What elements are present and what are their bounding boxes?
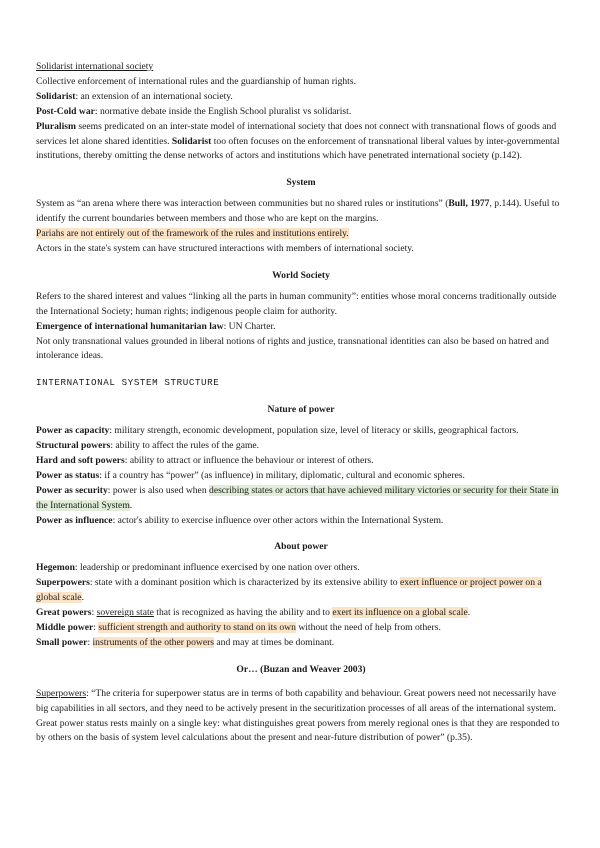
definition: : (87, 636, 93, 648)
definition: : actor's ability to exercise influence over other actors within the International System. (112, 514, 444, 526)
superpowers-quote (36, 687, 566, 747)
actors-line: Actors in the state's system can have structured interactions with members of international society. (36, 242, 414, 254)
heading-about-power: About power (274, 541, 328, 553)
structure-title: INTERNATIONAL SYSTEM STRUCTURE (36, 377, 220, 389)
heading-world-society: World Society (272, 269, 330, 281)
term: Structural powers (36, 440, 111, 452)
small-power (36, 636, 566, 651)
definition: : (91, 607, 97, 619)
term: Power as security (36, 484, 108, 496)
term: Emergence of international humanitarian law (36, 320, 224, 332)
term-underlined: Superpowers (36, 687, 87, 699)
middle-power (36, 621, 566, 636)
definition: : leadership or predominant influence exercised by one nation over others. (74, 562, 360, 574)
power-status (36, 469, 566, 484)
definition: : military strength, economic development, population size, level of literacy or skills, geographical factors. (109, 425, 519, 437)
term: Superpowers (36, 577, 90, 589)
highlight-orange: Pariahs are not entirely out of the framework of the rules and institutions entirely. (36, 228, 349, 240)
power-capacity (36, 424, 566, 439)
transnational-values-paragraph: Not only transnational values grounded in liberal notions of rights and justice, transnational identities can also be based on hatred and intolerance ideas. (36, 335, 549, 362)
humanitarian-law-line (36, 320, 566, 335)
definition: and may at times be dominant. (214, 636, 335, 648)
definition: : power is also used when (107, 484, 210, 496)
underlined-text: sovereign state (96, 607, 154, 619)
definition: : normative debate inside the English School pluralist vs solidarist. (94, 105, 352, 117)
definition: . (81, 592, 84, 604)
definition: : ability to affect the rules of the game. (110, 440, 260, 452)
quote-text: : “The criteria for superpower status are in terms of both capability and behaviour. Great powers need not necessarily have big capabilities in all sectors, and they need to be actively present in the securitization processes of all areas of the international system. Great power status rests mainly on a single key: what distinguishes great powers from merely regional ones is that they are responded to by others on the basis of system level calculations about the present and near-future distribution of power” (p.35). (36, 687, 560, 744)
term: Solidarist (171, 135, 212, 147)
highlight-orange: exert its influence on a global scale (332, 607, 468, 619)
highlight-orange: sufficient strength and authority to stand on its own (98, 622, 296, 633)
term: Small power (36, 636, 88, 648)
hegemon (36, 561, 566, 576)
text: System as “an arena where there was interaction between communities but no shared rules or institutions” ( (36, 198, 449, 210)
definition: : an extension of an international society. (75, 90, 233, 102)
term: Great powers (36, 607, 92, 619)
term: Hard and soft powers (36, 454, 125, 466)
solidarist-definition (36, 90, 566, 105)
pariahs-line (36, 227, 566, 242)
term: Pluralism (36, 120, 76, 132)
superpowers (36, 576, 566, 606)
world-society-paragraph: Refers to the shared interest and values “linking all the parts in human community”: entities whose moral concerns traditionally outside the International Society; human rights; indigenous people claim for authority. (36, 290, 557, 317)
solidarist-line-1: Collective enforcement of international rules and the guardianship of human rights. (36, 75, 356, 87)
definition: seems predicated on an inter-state model of international society that does not connect with transnational flows of goods and services let alone shared identities. (36, 120, 557, 147)
term: Solidarist (36, 90, 76, 102)
heading-nature-of-power: Nature of power (267, 404, 335, 416)
system-paragraph (36, 197, 566, 227)
definition: . (467, 607, 471, 619)
document-page (36, 60, 566, 746)
pluralism-paragraph (36, 120, 566, 165)
citation: Bull, 1977 (448, 198, 490, 210)
definition: : if a country has “power” (as influence) in military, diplomatic, cultural and economic spheres. (99, 469, 465, 481)
text: , p.144). Useful to identify the current boundaries between members and those who are kept on the margins. (36, 198, 560, 225)
term: Post-Cold war (36, 105, 95, 117)
post-cold-war-definition (36, 105, 566, 120)
definition: without the need of help from others. (295, 622, 441, 633)
heading-buzan-weaver: Or… (Buzan and Weaver 2003) (236, 663, 366, 675)
term: Hegemon (36, 562, 75, 574)
definition: : state with a dominant position which is characterized by its extensive ability to (89, 577, 400, 589)
definition: : ability to attract or influence the behaviour or interest of others. (124, 454, 374, 466)
term: Power as capacity (36, 425, 110, 437)
definition: too often focuses on the enforcement of transnational liberal values by inter-governmental institutions, thereby omitting the dense networks of actors and institutions which have penetrated international society (p.142). (36, 135, 560, 162)
structural-powers (36, 439, 566, 454)
definition: : UN Charter. (223, 320, 276, 332)
term: Power as status (36, 469, 100, 481)
term: Power as influence (36, 514, 113, 526)
highlight-green: describing states or actors that have achieved military victories or security for their State in the International System (36, 484, 559, 511)
definition: : (93, 622, 99, 633)
definition: . (129, 499, 133, 511)
heading-system: System (286, 177, 316, 189)
hard-soft-powers (36, 454, 566, 469)
power-influence (36, 514, 566, 529)
section-title-solidarist: Solidarist international society (36, 61, 154, 72)
great-powers (36, 606, 566, 621)
highlight-orange: exert influence or project power on a global scale (36, 577, 542, 604)
highlight-orange: instruments of the other powers (92, 636, 215, 648)
power-security (36, 484, 566, 514)
term: Middle power (36, 622, 94, 633)
definition: that is recognized as having the ability and to (153, 607, 333, 619)
